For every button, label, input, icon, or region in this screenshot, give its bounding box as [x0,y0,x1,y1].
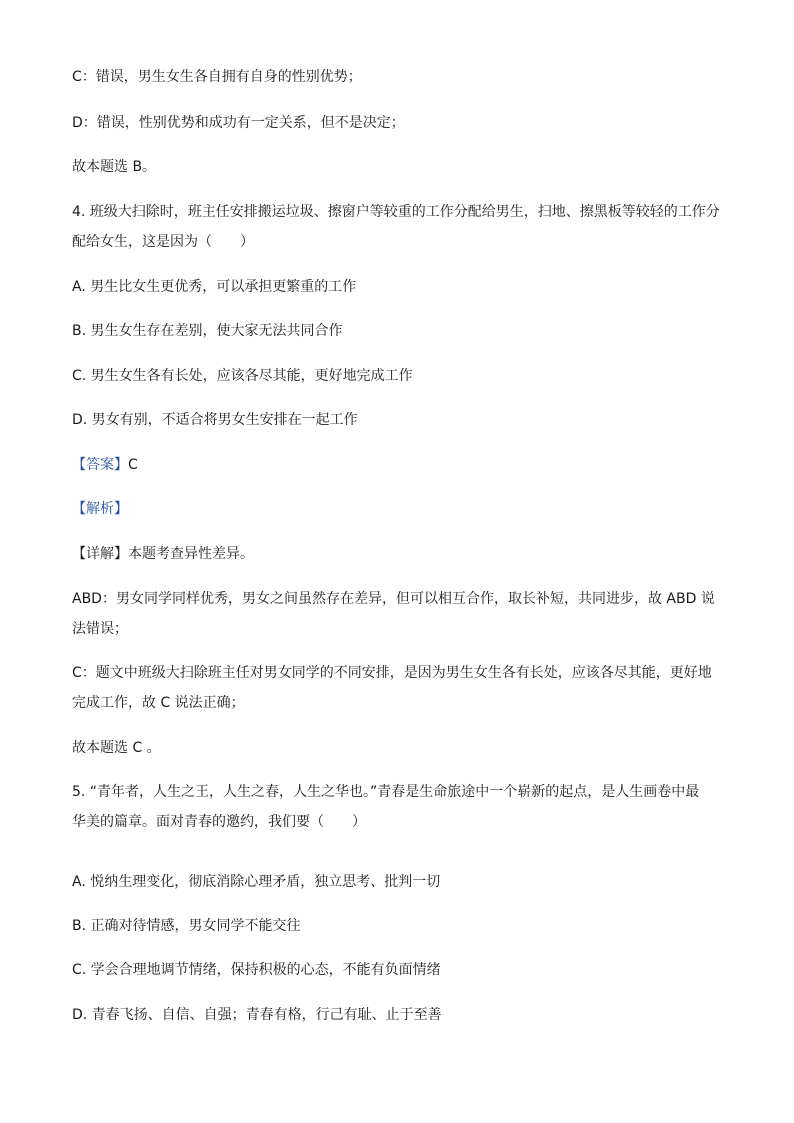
q4-abd-line1: ABD：男女同学同样优秀，男女之间虽然存在差异，但可以相互合作，取长补短，共同进步，故 ABD 说 [72,591,715,607]
q4-option-a: A. 男生比女生更优秀，可以承担更繁重的工作 [72,279,357,295]
q5-option-a: A. 悦纳生理变化，彻底消除心理矛盾，独立思考、批判一切 [72,874,441,890]
analysis-tag: 【解析】 [72,501,128,517]
q4-abd-line2: 法错误； [72,621,128,637]
q4-answer [72,456,138,474]
answer-value: C [128,457,138,473]
prev-analysis-d: D：错误，性别优势和成功有一定关系，但不是决定； [72,115,405,131]
prev-conclusion: 故本题选 B。 [72,159,157,175]
q4-stem-line1: 4. 班级大扫除时，班主任安排搬运垃圾、擦窗户等较重的工作分配给男生，扫地、擦黑板等较轻的工作分 [72,204,720,220]
q5-stem-line2: 华美的篇章。面对青春的邀约，我们要（ ） [72,814,366,830]
detail-text: 本题考查异性差异。 [128,546,254,562]
q4-option-d: D. 男女有别，不适合将男女生安排在一起工作 [72,412,358,428]
prev-analysis-c: C：错误，男生女生各自拥有自身的性别优势； [72,69,362,85]
q4-c-line2: 完成工作，故 C 说法正确； [72,695,245,711]
q5-option-b: B. 正确对待情感，男女同学不能交往 [72,918,301,934]
detail-tag: 【详解】 [72,546,128,562]
q4-option-b: B. 男生女生存在差别，使大家无法共同合作 [72,323,343,339]
q5-option-c: C. 学会合理地调节情绪，保持积极的心态，不能有负面情绪 [72,962,441,978]
answer-tag: 【答案】 [72,457,128,473]
q4-analysis-heading [72,500,128,518]
q5-option-d: D. 青春飞扬、自信、自强；青春有格，行己有耻、止于至善 [72,1007,442,1023]
q5-stem-line1: 5. “青年者，人生之王，人生之春，人生之华也。”青春是生命旅途中一个崭新的起点，是人生画卷中最 [72,784,700,800]
q4-c-line1: C：题文中班级大扫除班主任对男女同学的不同安排，是因为男生女生各有长处，应该各尽其能，更好地 [72,665,712,681]
q4-option-c: C. 男生女生各有长处，应该各尽其能，更好地完成工作 [72,368,413,384]
q4-conclusion: 故本题选 C 。 [72,740,161,756]
q4-stem-line2: 配给女生，这是因为（ ） [72,234,254,250]
q4-detail [72,545,254,563]
